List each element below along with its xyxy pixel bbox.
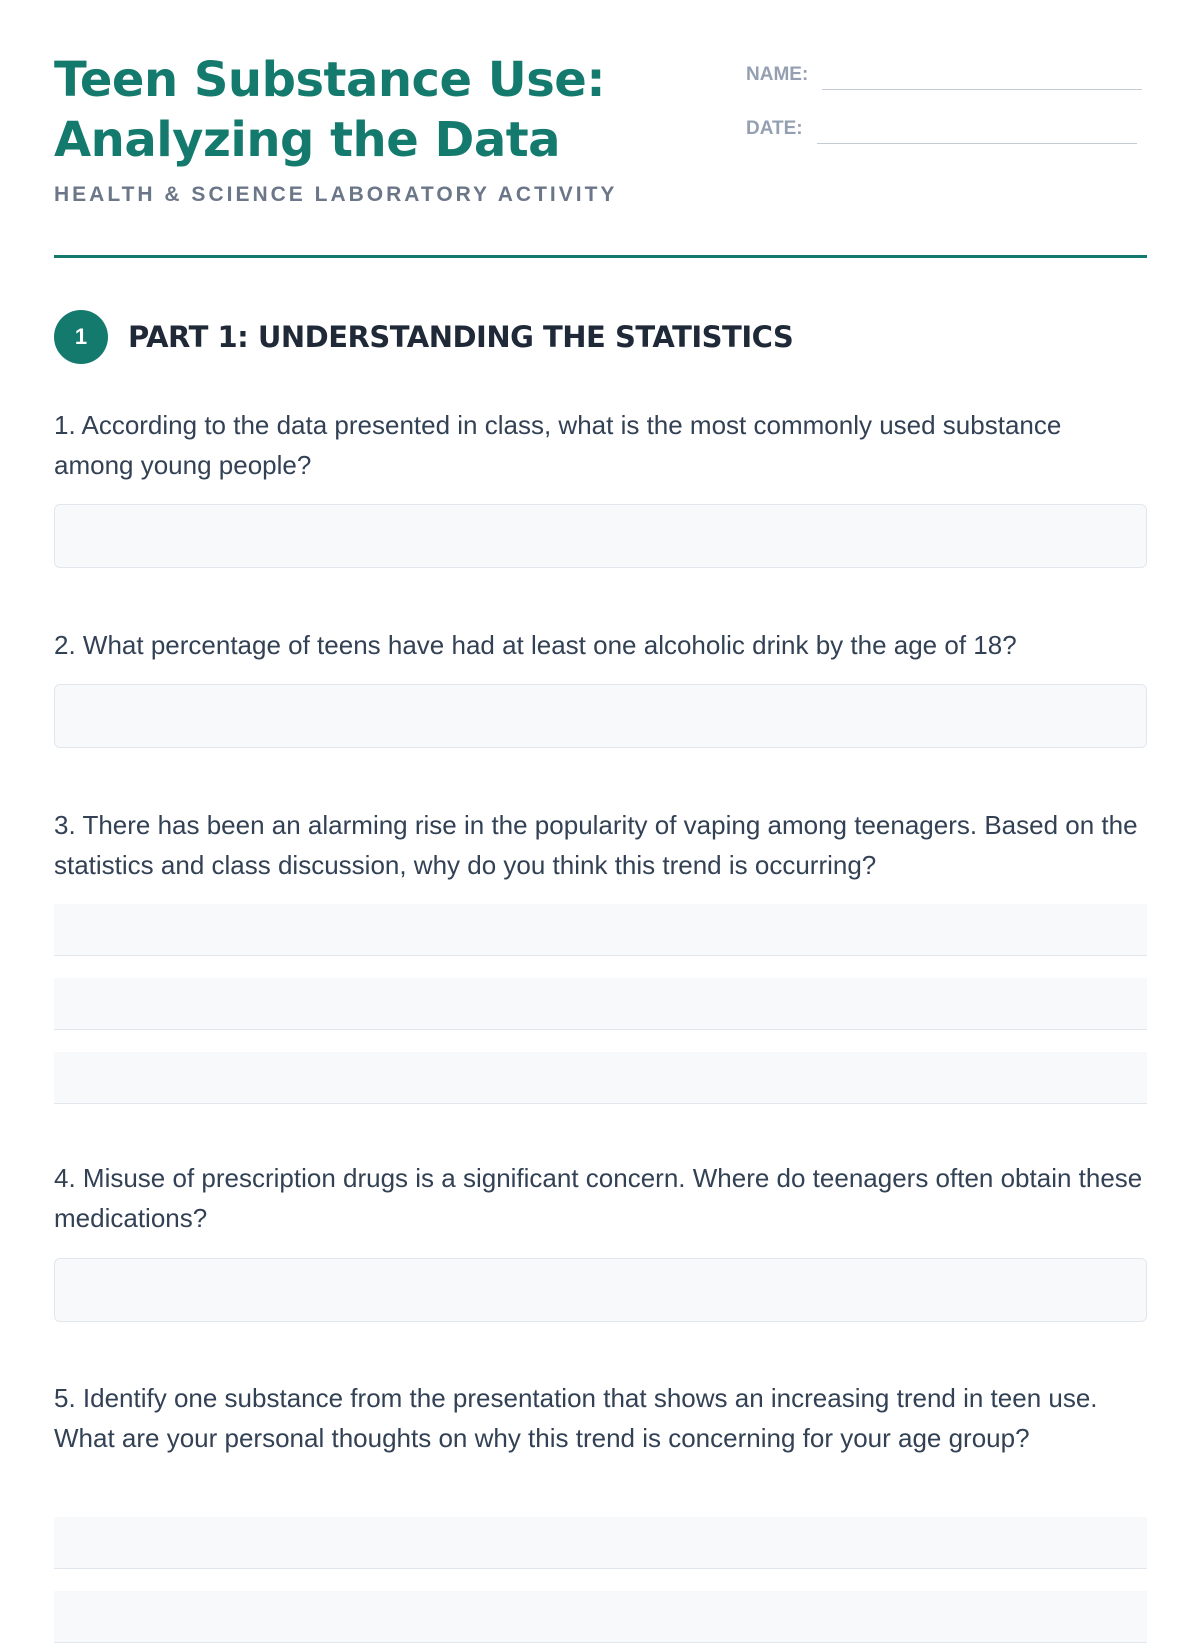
answer-line-3c[interactable] — [54, 1052, 1147, 1104]
worksheet-title — [54, 50, 734, 170]
answer-box-1[interactable] — [54, 504, 1147, 568]
title-line-2: Analyzing the Data — [54, 112, 561, 168]
date-field[interactable] — [817, 115, 1137, 144]
question-4: 4. Misuse of prescription drugs is a significant concern. Where do teenagers often obtain these medications? — [54, 1163, 1143, 1233]
section-number-badge: 1 — [54, 310, 108, 364]
section-heading — [54, 310, 793, 364]
title-line-1: Teen Substance Use: — [54, 52, 606, 108]
answer-line-5b[interactable] — [54, 1591, 1147, 1643]
name-field-row — [746, 60, 1142, 90]
answer-box-4[interactable] — [54, 1258, 1147, 1322]
question-3: 3. There has been an alarming rise in the popularity of vaping among teenagers. Based on the statistics and class discussion, why do you think this trend is occurring? — [54, 810, 1138, 880]
worksheet-header — [54, 0, 1147, 258]
question-2: 2. What percentage of teens have had at least one alcoholic drink by the age of 18? — [54, 630, 1017, 660]
section-title: PART 1: UNDERSTANDING THE STATISTICS — [128, 320, 794, 354]
worksheet-page — [54, 0, 1147, 1453]
name-label: NAME: — [746, 64, 809, 85]
answer-line-5a[interactable] — [54, 1517, 1147, 1569]
answer-line-3a[interactable] — [54, 904, 1147, 956]
question-1: 1. According to the data presented in class, what is the most commonly used substance among young people? — [54, 410, 1062, 480]
worksheet-subtitle: HEALTH & SCIENCE LABORATORY ACTIVITY — [54, 183, 618, 206]
answer-box-2[interactable] — [54, 684, 1147, 748]
question-5: 5. Identify one substance from the presentation that shows an increasing trend in teen use. What are your personal thoughts on why this trend is concerning for your age group? — [54, 1383, 1098, 1453]
answer-line-3b[interactable] — [54, 978, 1147, 1030]
date-label: DATE: — [746, 118, 803, 139]
date-field-row — [746, 114, 1137, 144]
name-field[interactable] — [822, 61, 1142, 90]
